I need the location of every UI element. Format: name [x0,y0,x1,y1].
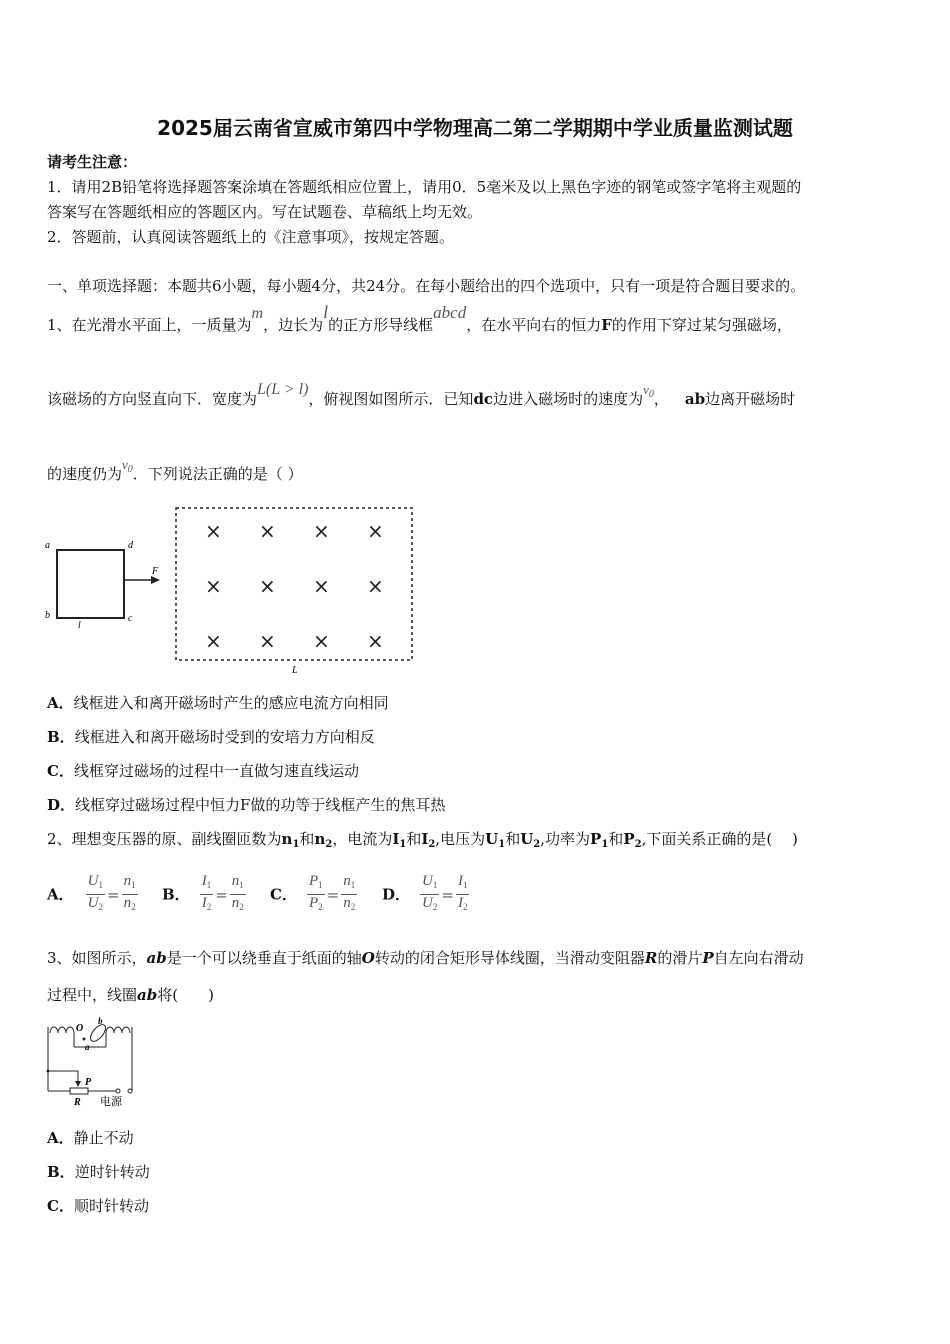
q1-line2-a: 该磁场的方向竖直向下．宽度为 [47,390,258,408]
q1-dc: dc [473,390,494,408]
fig1-label-c: c [128,613,133,624]
rheostat [70,1088,88,1094]
notice-line-2: 答案写在答题纸相应的答题区内。写在试题卷、草稿纸上均无效。 [47,203,483,221]
cross-icon: × [205,574,222,598]
q2-option-a[interactable]: A． $\frac{U_1}{U_2}$ = $\frac{n_1}{n_2}$ [47,873,136,912]
fig3-label-b: b [98,1016,103,1026]
q1-line-2 [47,381,796,415]
fig1-label-b: b [45,610,50,621]
q1-figure [40,500,430,680]
q1-option-b[interactable]: B．线框进入和离开磁场时受到的安培力方向相反 [47,728,375,746]
cross-icon: × [259,519,276,543]
q1-line2-b: ，俯视图如图所示．已知 [308,390,474,408]
notice-line-3: 2．答题前，认真阅读答题纸上的《注意事项》，按规定答题。 [47,228,455,246]
notice-line-1: 1．请用2B铅笔将选择题答案涂填在答题纸相应位置上，请用0．5毫米及以上黑色字迹的钢笔或签字笔将主观题的 [47,178,802,196]
q1-text-a: 1、在光滑水平面上，一质量为 [47,316,252,334]
cross-icon: × [313,519,330,543]
q1-F: F [601,316,612,334]
q3-option-c[interactable]: C．顺时针转动 [47,1197,149,1215]
q3-option-b[interactable]: B．逆时针转动 [47,1163,150,1181]
terminal-left [116,1089,120,1093]
q1-v0-2: $v_0$ [122,457,133,475]
q1-abcd: abcd [433,303,467,322]
cross-icon: × [367,519,384,543]
q1-v0: $v_0$ [643,382,654,400]
q1-line2-e: 边离开磁场时 [705,390,796,408]
fig3-label-source: 电源 [100,1095,122,1108]
junction-dot [47,1070,50,1073]
slider-arrow-icon [75,1081,81,1087]
q1-option-d[interactable]: D．线框穿过磁场过程中恒力F做的功等于线框产生的焦耳热 [47,796,446,814]
q2-option-d[interactable]: D． $\frac{U_1}{U_2}$ = $\frac{I_1}{I_2}$ [382,873,468,912]
q1-L-expr: L(L > l) [257,381,309,398]
coil-left [50,1027,74,1033]
fig1-label-F: F [152,566,159,577]
q3-line-2: 过程中，线圈ab将( ) [47,986,214,1004]
q1-line3-b: ．下列说法正确的是（ ） [132,465,303,483]
q1-text-c: 的正方形导线框 [328,316,434,334]
wire-frame [57,550,124,618]
cross-icon: × [367,629,384,653]
fig1-label-d: d [128,540,133,551]
q1-line2-d: ， [653,390,669,408]
section-heading: 一、单项选择题：本题共6小题，每小题4分，共24分。在每小题给出的四个选项中，只有一项是符合题目要求的。 [47,277,806,295]
page-title: 2025届云南省宣威市第四中学物理高二第二学期期中学业质量监测试题 [157,116,793,140]
q1-line-3 [47,457,303,490]
q1-text-b: ，边长为 [263,316,324,334]
q1-line3-a: 的速度仍为 [47,465,123,483]
fig1-label-a: a [45,540,50,551]
fig3-label-P: P [85,1077,92,1088]
coil-right [106,1027,130,1033]
notice-heading: 请考生注意： [47,153,138,171]
q2-option-b[interactable]: B． $\frac{I_1}{I_2}$ = $\frac{n_1}{n_2}$ [162,873,244,912]
q1-m: m [251,305,264,322]
axis-dot [83,1038,86,1041]
fig3-label-a: a [85,1042,90,1052]
q1-option-a[interactable]: A．线框进入和离开磁场时产生的感应电流方向相同 [47,694,389,712]
fig3-label-R: R [74,1097,81,1108]
cross-icon: × [259,574,276,598]
q3-option-a[interactable]: A．静止不动 [47,1129,134,1147]
field-crosses [205,519,384,653]
q1-ab: ab [684,390,706,408]
cross-icon: × [259,629,276,653]
cross-icon: × [205,519,222,543]
cross-icon: × [313,629,330,653]
q2-stem: 2、理想变压器的原、副线圈匝数为$n_1$和$n_2$，电流为$I_1$和$I_2$,电压为$U_1$和$U_2$,功率为$P_1$和$P_2$,下面关系正确的是( ) [47,830,798,850]
fig1-label-l: l [78,620,81,631]
q1-l: l [323,302,329,322]
q1-line2-c: 边进入磁场时的速度为 [493,390,644,408]
q1-line-1 [47,302,792,336]
q2-option-c[interactable]: C． $\frac{P_1}{P_2}$ = $\frac{n_1}{n_2}$ [270,873,356,912]
q1-text-e: 的作用下穿过某匀强磁场， [611,316,792,334]
q1-text-d: ，在水平向右的恒力 [466,316,602,334]
cross-icon: × [313,574,330,598]
cross-icon: × [367,574,384,598]
cross-icon: × [205,629,222,653]
terminal-right [128,1089,132,1093]
fig1-label-L: L [292,665,298,676]
q3-figure [40,1015,150,1110]
force-arrowhead [151,576,160,584]
fig3-label-O: O [76,1023,84,1034]
q3-line-1: 3、如图所示，ab是一个可以绕垂直于纸面的轴O转动的闭合矩形导体线圈，当滑动变阻器R的滑片P自左向右滑动 [47,949,804,967]
q1-option-c[interactable]: C．线框穿过磁场的过程中一直做匀速直线运动 [47,762,359,780]
